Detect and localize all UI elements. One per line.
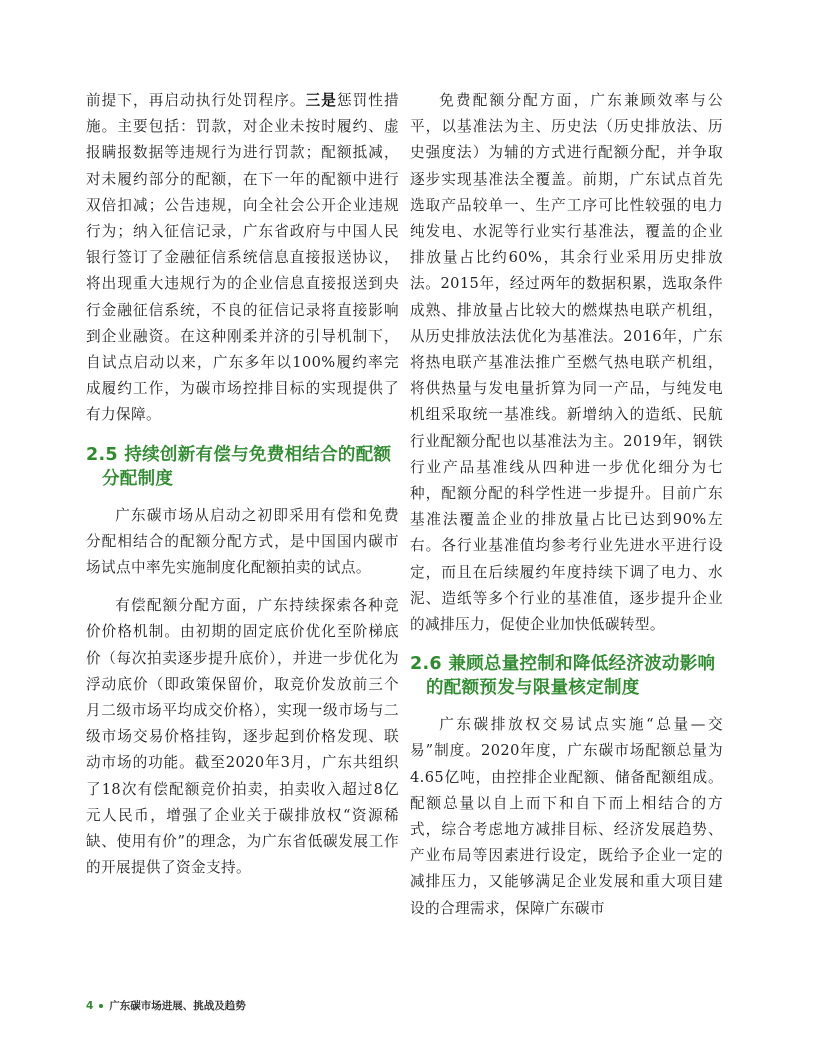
bullet-dot-icon xyxy=(99,1004,103,1008)
page-footer xyxy=(86,998,246,1013)
left-column xyxy=(86,88,399,881)
emphasis-text: 三是 xyxy=(305,92,337,109)
section-heading-2-6 xyxy=(410,652,723,700)
section-title: 持续创新有偿与免费相结合的配额分配制度 xyxy=(102,444,392,489)
paragraph-penalties: 前提下，再启动执行处罚程序。三是惩罚性措施。主要包括：罚款，对企业未按时履约、虚报瞒报数据等违规行为进行罚款；配额抵减，对未履约部分的配额，在下一年的配额中进行双倍扣减；公告违规，向全社会公开企业违规行为；纳入征信记录，广东省政府与中国人民银行签订了金融征信系统信息直接报送协议，将出现重大违规行为的企业信息直接报送到央行金融征信系统，不良的征信记录将直接影响到企业融资。在这种刚柔并济的引导机制下，自试点启动以来，广东多年以100%履约率完成履约工作，为碳市场控排目标的实现提供了有力保障。 xyxy=(86,92,399,424)
section-number: 2.5 xyxy=(86,444,118,465)
paragraph-paid-allocation: 有偿配额分配方面，广东持续探索各种竞价价格机制。由初期的固定底价优化至阶梯底价（每次拍卖逐步提升底价），并进一步优化为浮动底价（即政策保留价，取竞价发放前三个月二级市场平均成交价格），实现一级市场与二级市场交易价格挂钩，逐步起到价格发现、联动市场的功能。截至2020年3月，广东共组织了18次有偿配额竞价拍卖，拍卖收入超过8亿元人民币，增强了企业关于碳排放权“资源稀缺、使用有价”的理念，为广东省低碳发展工作的开展提供了资金支持。 xyxy=(86,597,399,877)
publication-title: 广东碳市场进展、挑战及趋势 xyxy=(109,1000,246,1012)
paragraph-free-allocation: 免费配额分配方面，广东兼顾效率与公平，以基准法为主、历史法（历史排放法、历史强度法）为辅的方式进行配额分配，并争取逐步实现基准法全覆盖。前期，广东试点首先选取产品较单一、生产工序可比性较强的电力纯发电、水泥等行业实行基准法，覆盖的企业排放量占比约60%，其余行业采用历史排放法。2015年，经过两年的数据积累，选取条件成熟、排放量占比较大的燃煤热电联产机组，从历史排放法法优化为基准法。2016年，广东将热电联产基准法推广至燃气热电联产机组，将供热量与发电量折算为同一产品，与纯发电机组采取统一基准线。新增纳入的造纸、民航行业配额分配也以基准法为主。2019年，钢铁行业产品基准线从四种进一步优化细分为七种，配额分配的科学性进一步提升。目前广东基准法覆盖企业的排放量占比已达到90%左右。各行业基准值均参考行业先进水平进行设定，而且在后续履约年度持续下调了电力、水泥、造纸等多个行业的基准值，逐步提升企业的减排压力，促使企业加快低碳转型。 xyxy=(410,92,723,634)
paragraph-cap-and-trade: 广东碳排放权交易试点实施“总量—交易”制度。2020年度，广东碳市场配额总量为4.65亿吨，由控排企业配额、储备配额组成。配额总量以自上而下和自下而上相结合的方式，综合考虑地方减排目标、经济发展趋势、产业布局等因素进行设定，既给予企业一定的减排压力，又能够满足企业发展和重大项目建设的合理需求，保障广东碳市 xyxy=(410,716,723,917)
right-column xyxy=(410,88,723,922)
paragraph-allocation-intro: 广东碳市场从启动之初即采用有偿和免费分配相结合的配额分配方式，是中国国内碳市场试点中率先实施制度化配额拍卖的试点。 xyxy=(86,506,399,577)
page-number: 4 xyxy=(86,999,94,1012)
section-heading-2-5 xyxy=(86,443,399,491)
section-number: 2.6 xyxy=(410,654,442,675)
section-title: 兼顾总量控制和降低经济波动影响的配额预发与限量核定制度 xyxy=(426,654,716,699)
